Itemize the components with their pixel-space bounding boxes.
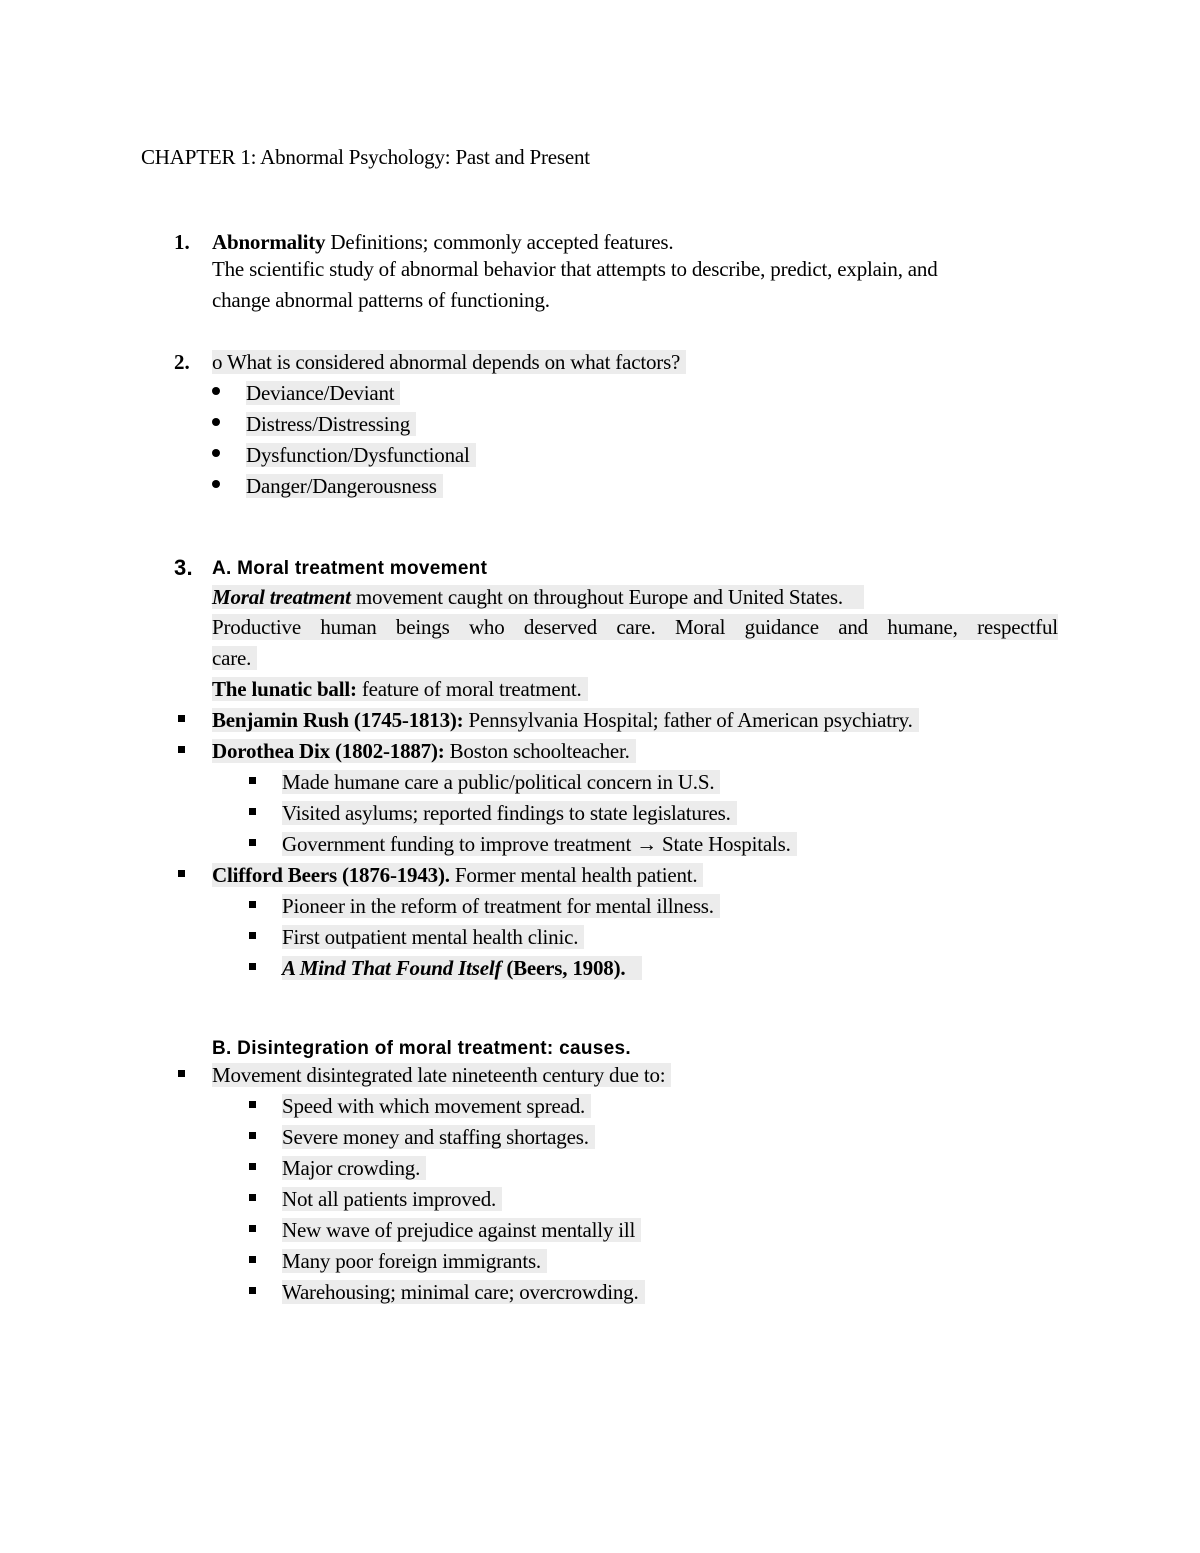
- dix-item: Made humane care a public/political concern in U.S.: [282, 769, 720, 795]
- section-1-line-2: The scientific study of abnormal behavior that attempts to describe, predict, explain, and: [212, 257, 938, 281]
- bullet-dot: [212, 418, 220, 426]
- cause-item: Not all patients improved.: [282, 1186, 502, 1212]
- square-bullet: [249, 1163, 256, 1170]
- factor-item: Deviance/Deviant: [246, 380, 400, 406]
- square-bullet: [249, 932, 256, 939]
- beers-item: First outpatient mental health clinic.: [282, 924, 584, 950]
- beers-item: Pioneer in the reform of treatment for mental illness.: [282, 893, 720, 919]
- section-1-line-1: [212, 229, 673, 255]
- rush-line: Benjamin Rush (1745-1813): Pennsylvania Hospital; father of American psychiatry.: [212, 707, 919, 733]
- square-bullet: [249, 808, 256, 815]
- question-text: o What is considered abnormal depends on what factors?: [212, 350, 686, 374]
- square-bullet: [178, 870, 185, 877]
- square-bullet: [249, 963, 256, 970]
- beers-name: Clifford Beers (1876-1943).: [212, 863, 450, 887]
- square-bullet: [249, 1287, 256, 1294]
- abnormality-term: Abnormality: [212, 230, 326, 254]
- disintegration-lead: Movement disintegrated late nineteenth century due to:: [212, 1062, 671, 1088]
- dix-item: Government funding to improve treatment → State Hospitals.: [282, 831, 797, 857]
- square-bullet: [249, 1256, 256, 1263]
- dix-item: Visited asylums; reported findings to state legislatures.: [282, 800, 737, 826]
- cause-item: Warehousing; minimal care; overcrowding.: [282, 1279, 645, 1305]
- factor-item: Distress/Distressing: [246, 411, 416, 437]
- section-3-number: 3.: [174, 555, 193, 580]
- cause-item: New wave of prejudice against mentally ill: [282, 1217, 641, 1243]
- moral-treatment-text: movement caught on throughout Europe and United States.: [350, 585, 843, 609]
- productive-line-end: care.: [212, 645, 257, 671]
- page-title: [141, 144, 590, 170]
- cause-item: Severe money and staffing shortages.: [282, 1124, 595, 1150]
- section-2-question: [212, 349, 686, 375]
- square-bullet: [249, 901, 256, 908]
- section-1-number: 1.: [174, 230, 190, 254]
- cause-item: Many poor foreign immigrants.: [282, 1248, 547, 1274]
- factor-item: Danger/Dangerousness: [246, 473, 443, 499]
- square-bullet: [249, 1194, 256, 1201]
- lunatic-ball-term: The lunatic ball:: [212, 677, 357, 701]
- productive-line: Productive human beings who deserved care. Moral guidance and humane, respectful: [212, 615, 1058, 639]
- book-title: A Mind That Found Itself: [282, 956, 502, 980]
- beers-line: Clifford Beers (1876-1943). Former mental health patient.: [212, 862, 703, 888]
- beers-book-item: A Mind That Found Itself (Beers, 1908).: [282, 955, 642, 981]
- section-2-number: 2.: [174, 350, 190, 374]
- cause-item: Major crowding.: [282, 1155, 426, 1181]
- square-bullet: [178, 746, 185, 753]
- rush-name: Benjamin Rush (1745-1813):: [212, 708, 464, 732]
- bullet-dot: [212, 449, 220, 457]
- factor-item: Dysfunction/Dysfunctional: [246, 442, 476, 468]
- title-text: CHAPTER 1: Abnormal Psychology: Past and Present: [141, 145, 590, 169]
- square-bullet: [249, 839, 256, 846]
- moral-treatment-term: Moral treatment: [212, 585, 351, 609]
- section-1-line-3: change abnormal patterns of functioning.: [212, 288, 550, 312]
- moral-treatment-heading: A. Moral treatment movement: [212, 558, 488, 579]
- square-bullet: [249, 1132, 256, 1139]
- square-bullet: [249, 777, 256, 784]
- dix-name: Dorothea Dix (1802-1887):: [212, 739, 445, 763]
- bullet-dot: [212, 480, 220, 488]
- square-bullet: [249, 1225, 256, 1232]
- square-bullet: [249, 1101, 256, 1108]
- arrow-icon: →: [636, 832, 657, 856]
- square-bullet: [178, 715, 185, 722]
- square-bullet: [178, 1070, 185, 1077]
- bullet-dot: [212, 387, 220, 395]
- moral-treatment-line: [212, 584, 864, 610]
- abnormality-definition: Definitions; commonly accepted features.: [325, 230, 674, 254]
- lunatic-ball-line: The lunatic ball: feature of moral treatment.: [212, 676, 588, 702]
- dix-line: Dorothea Dix (1802-1887): Boston schoolteacher.: [212, 738, 636, 764]
- disintegration-heading: B. Disintegration of moral treatment: causes.: [212, 1038, 631, 1059]
- cause-item: Speed with which movement spread.: [282, 1093, 591, 1119]
